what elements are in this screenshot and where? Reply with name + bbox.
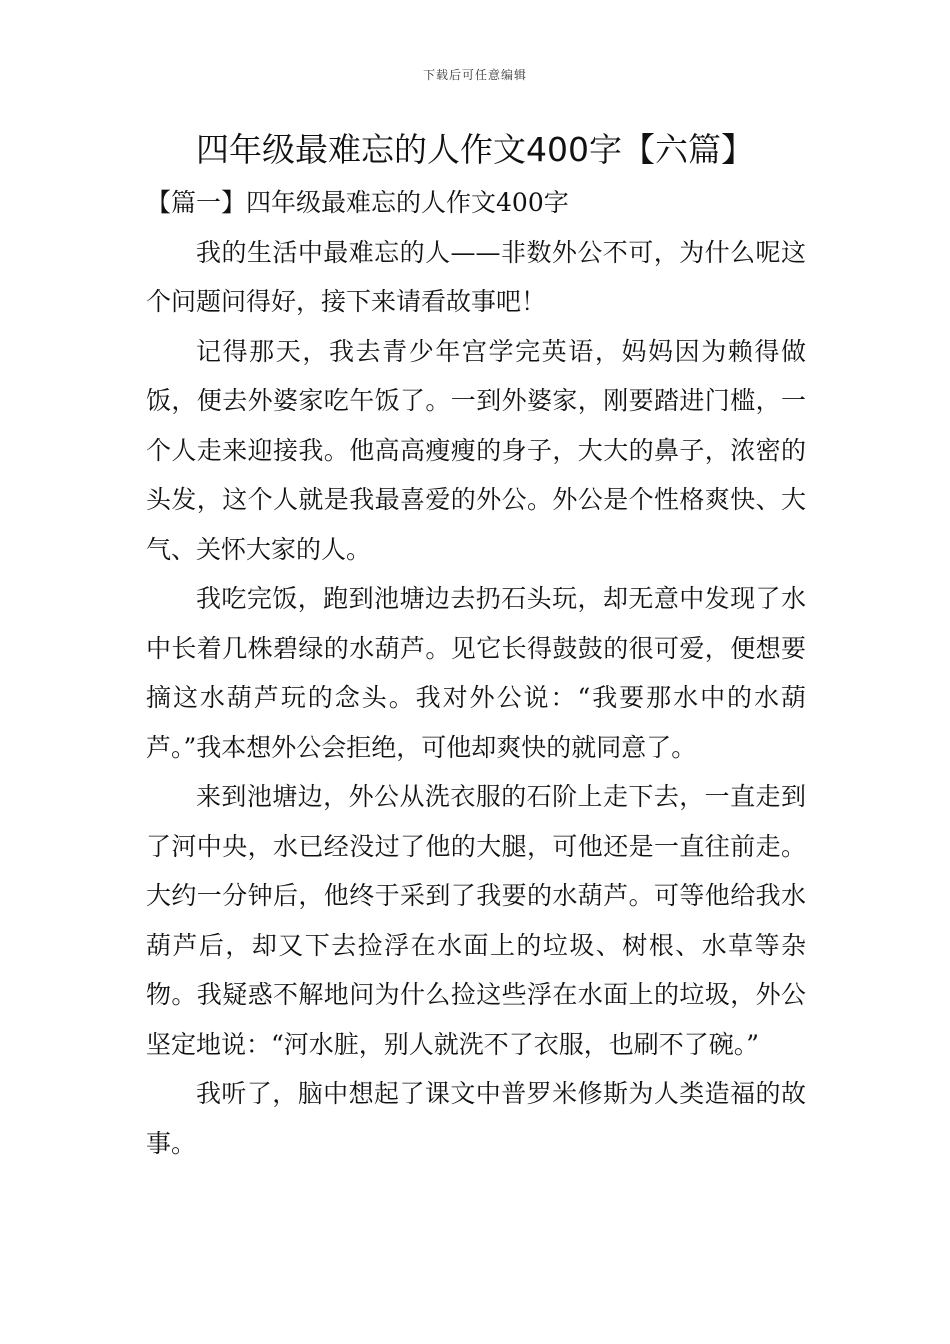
paragraph-5: 我听了，脑中想起了课文中普罗米修斯为人类造福的故事。 [146,1079,806,1158]
document-title: 四年级最难忘的人作文400字【六篇】 [196,130,754,169]
paragraph-4: 来到池塘边，外公从洗衣服的石阶上走下去，一直走到了河中央，水已经没过了他的大腿，可他还是一直往前走。大约一分钟后，他终于采到了我要的水葫芦。可等他给我水葫芦后，却又下去捡浮在水面上的垃圾、树根、水草等杂物。我疑惑不解地问为什么捡这些浮在水面上的垃圾，外公坚定地说：“河水脏，别人就洗不了衣服，也刷不了碗。” [146,782,806,1059]
document-body [146,178,806,1168]
paragraph-1: 我的生活中最难忘的人——非数外公不可，为什么呢这个问题问得好，接下来请看故事吧！ [146,237,806,316]
paragraph-2: 记得那天，我去青少年宫学完英语，妈妈因为赖得做饭，便去外婆家吃午饭了。一到外婆家，刚要踏进门槛，一个人走来迎接我。他高高瘦瘦的身子，大大的鼻子，浓密的头发，这个人就是我最喜爱的外公。外公是个性格爽快、大气、关怀大家的人。 [146,336,806,564]
paragraph-3: 我吃完饭，跑到池塘边去扔石头玩，却无意中发现了水中长着几株碧绿的水葫芦。见它长得鼓鼓的很可爱，便想要摘这水葫芦玩的念头。我对外公说：“我要那水中的水葫芦。”我本想外公会拒绝，可他却爽快的就同意了。 [146,584,806,762]
page-header-note: 下载后可任意编辑 [422,68,527,82]
section-title: 【篇一】四年级最难忘的人作文400字 [146,188,569,217]
